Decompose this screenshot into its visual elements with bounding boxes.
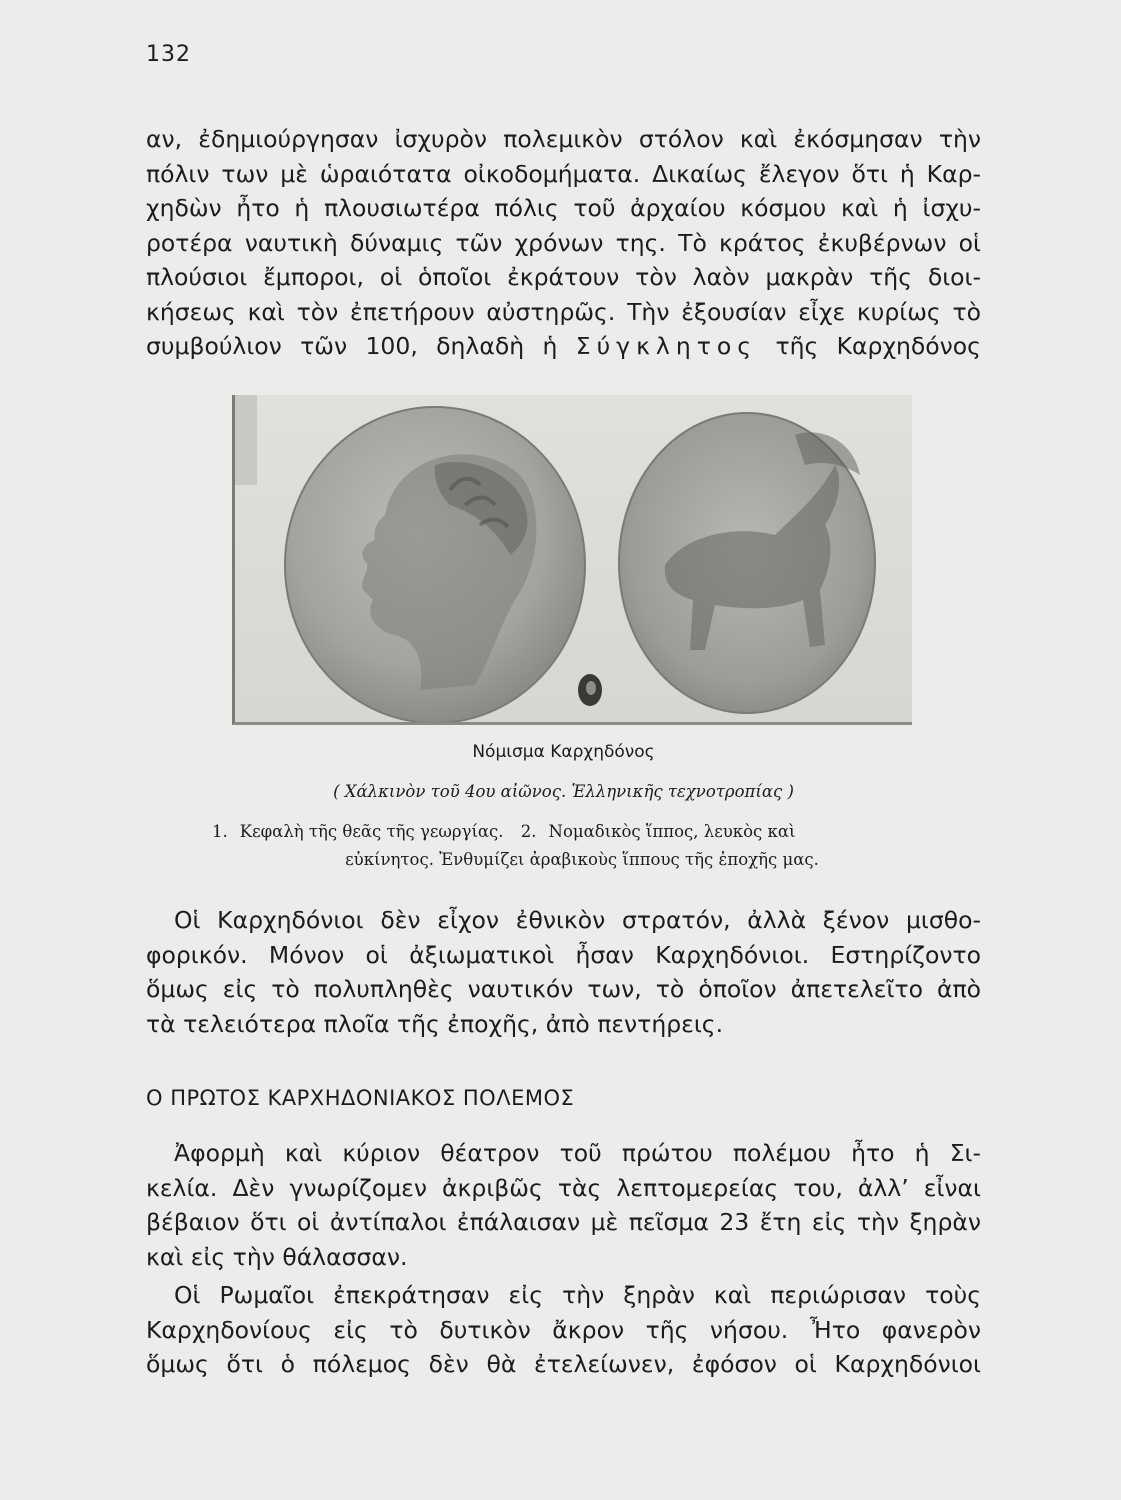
page-number: 132 <box>146 42 191 67</box>
text-line: Οἱ Καρχηδόνιοι δὲν εἶχον ἐθνικὸν στρατόν, ἀλλὰ ξένον μισθο- <box>174 906 981 934</box>
text-line: Ἀφορμὴ καὶ κύριον θέατρον τοῦ πρώτου πολέμου ἦτο ἡ Σι- <box>174 1139 981 1167</box>
coin-obverse-goddess-head <box>285 407 585 722</box>
section-heading: Ο ΠΡΩΤΟΣ ΚΑΡΧΗΔΟΝΙΑΚΟΣ ΠΟΛΕΜΟΣ <box>146 1086 575 1110</box>
text-line: κελία. Δὲν γνωρίζομεν ἀκριβῶς τὰς λεπτομερείας του, ἀλλ’ εἶναι <box>146 1173 981 1202</box>
senate-term: Σύγκλητος <box>575 332 758 360</box>
text-line: Καρχηδονίους εἰς τὸ δυτικὸν ἄκρον τῆς νήσου. Ἦτο φανερὸν <box>146 1315 981 1344</box>
text-line: Οἱ Ρωμαῖοι ἐπεκράτησαν εἰς τὴν ξηρὰν καὶ περιώρισαν τοὺς <box>174 1281 981 1309</box>
caption-text: Κεφαλὴ τῆς θεᾶς τῆς γεωργίας. <box>239 822 504 841</box>
text-line: ὅμως ὅτι ὁ πόλεμος δὲν θὰ ἐτελείωνεν, ἐφόσον οἱ Καρχηδόνιοι <box>146 1350 981 1378</box>
coin-hole-highlight <box>586 681 596 695</box>
text-line <box>146 329 981 364</box>
text-line: πόλιν των μὲ ὡραιότατα οἰκοδομήματα. Δικαίως ἔλεγον ὅτι ἡ Καρ- <box>146 159 981 188</box>
coin-reverse-horse <box>619 413 875 713</box>
caption-text: Νομαδικὸς ἵππος, λευκὸς καὶ <box>548 822 796 841</box>
figure-caption-title: Νόμισμα Καρχηδόνος <box>472 742 655 762</box>
caption-text: εὐκίνητος. Ἐνθυμίζει ἀραβικοὺς ἵππους τῆς ἐποχῆς μας. <box>345 850 819 869</box>
text-line: τὰ τελειότερα πλοῖα τῆς ἐποχῆς, ἀπὸ πεντήρεις. <box>146 1009 724 1038</box>
text-line: αν, ἐδημιούργησαν ἰσχυρὸν πολεμικὸν στόλον καὶ ἐκόσμησαν τὴν <box>146 125 981 153</box>
text-line: βέβαιον ὅτι οἱ ἀντίπαλοι ἐπάλαισαν μὲ πεῖσμα 23 ἔτη εἰς τὴν ξηρὰν <box>146 1208 981 1236</box>
photo-edge <box>235 395 257 485</box>
figure-caption-subtitle: ( Χάλκινὸν τοῦ 4ου αἰῶνος. Ἑλληνικῆς τεχνοτροπίας ) <box>333 782 794 801</box>
text-line: φορικόν. Μόνον οἱ ἀξιωματικοὶ ἦσαν Καρχηδόνιοι. Εστηρίζοντο <box>146 940 981 969</box>
figure-caption-description <box>212 818 952 874</box>
text-fragment: συμβούλιον τῶν 100, δηλαδὴ ἡ <box>146 332 558 360</box>
paragraph-mercenaries <box>146 903 981 1041</box>
paragraph-romans-prevail <box>146 1278 981 1382</box>
caption-number: 1. <box>212 822 228 841</box>
text-line: κήσεως καὶ τὸν ἐπετήρουν αὐστηρῶς. Τὴν ἐξουσίαν εἶχε κυρίως τὸ <box>146 297 981 326</box>
text-line: καὶ εἰς τὴν θάλασσαν. <box>146 1242 408 1271</box>
caption-number: 2. <box>520 822 537 841</box>
text-line: χηδὼν ἦτο ἡ πλουσιωτέρα πόλις τοῦ ἀρχαίου κόσμου καὶ ἡ ἰσχυ- <box>146 194 981 222</box>
text-fragment: τῆς Καρχηδόνος <box>775 332 981 360</box>
coin-figure <box>232 395 912 725</box>
coin-photo <box>235 395 912 722</box>
paragraph-war-cause <box>146 1136 981 1274</box>
paragraph-carthage-city <box>146 122 981 364</box>
text-line: πλούσιοι ἔμποροι, οἱ ὁποῖοι ἐκράτουν τὸν λαὸν μακρὰν τῆς διοι- <box>146 263 981 291</box>
text-line: ροτέρα ναυτικὴ δύναμις τῶν χρόνων της. Τὸ κράτος ἐκυβέρνων οἱ <box>146 228 981 257</box>
text-line: ὅμως εἰς τὸ πολυπληθὲς ναυτικόν των, τὸ ὁποῖον ἀπετελεῖτο ἀπὸ <box>146 975 981 1003</box>
